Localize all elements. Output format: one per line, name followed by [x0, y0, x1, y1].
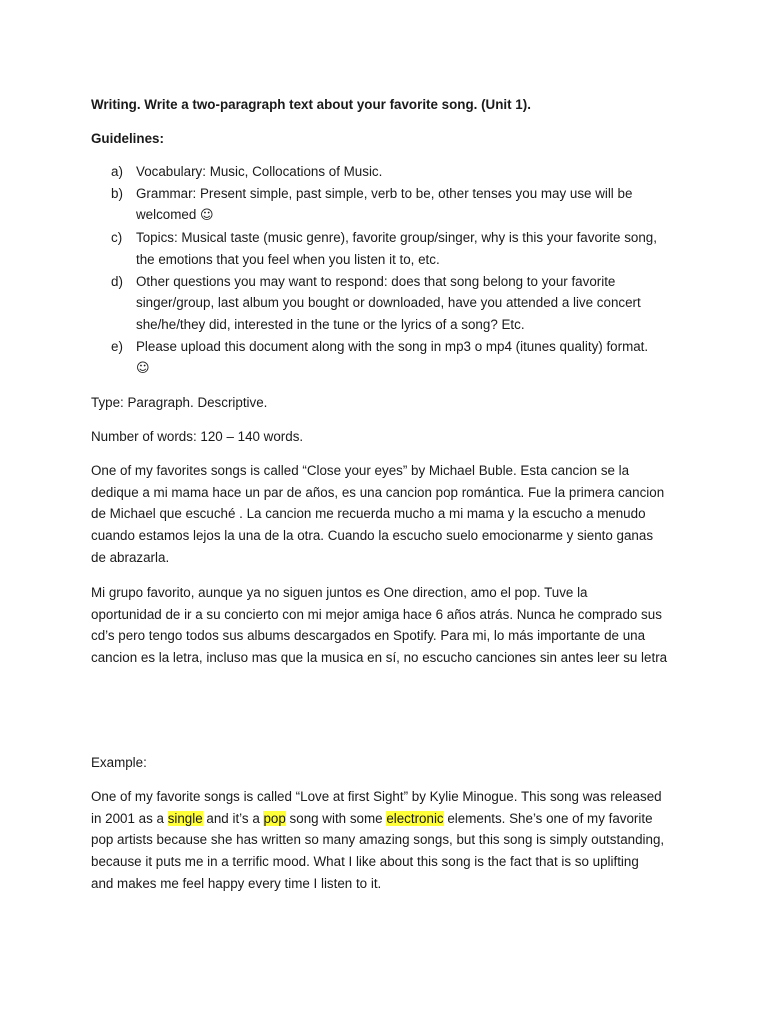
list-item: [111, 227, 701, 270]
paragraph-line: because it puts me in a terrific mood. What I like about this song is the fact that is so uplifting: [91, 854, 639, 870]
list-marker: d): [111, 273, 123, 289]
paragraph-line: cancion es la letra, incluso mas que la musica en sí, no escucho canciones sin antes leer su letra: [91, 650, 668, 666]
list-item-text: the emotions that you feel when you listen it to, etc.: [136, 251, 440, 267]
student-paragraph-2: [91, 582, 691, 669]
text-run: song with some: [285, 810, 387, 826]
paragraph-line: de abrazarla.: [91, 549, 170, 565]
guidelines-list: [111, 161, 701, 380]
example-paragraph: [91, 786, 691, 895]
paragraph-line: oportunidad de ir a su concierto con mi mejor amiga hace 6 años atrás. Nunca he comprado sus: [91, 606, 662, 622]
paragraph-line: cd’s pero tengo todos sus albums descargados en Spotify. Para mi, lo más importante de una: [91, 628, 646, 644]
list-item-text: singer/group, last album you bought or downloaded, have you attended a live concert: [136, 295, 641, 311]
smiley-icon: ☺: [136, 361, 150, 377]
type-line: Type: Paragraph. Descriptive.: [91, 395, 268, 410]
list-marker: e): [111, 338, 123, 354]
list-item: [111, 183, 701, 227]
student-paragraph-1: [91, 460, 691, 569]
text-run: and it’s a: [202, 810, 264, 826]
list-item: [111, 161, 701, 183]
highlighted-word: pop: [263, 810, 286, 826]
list-item-text: she/he/they did, interested in the tune or the lyrics of a song? Etc.: [136, 316, 525, 332]
paragraph-line: cuando estamos lejos la una de la otra. Cuando la escucho suelo emocionarme y siento ganas: [91, 528, 654, 544]
list-marker: a): [111, 164, 123, 179]
word-count-line: Number of words: 120 – 140 words.: [91, 429, 304, 444]
paragraph-line: Mi grupo favorito, aunque ya no siguen juntos es One direction, amo el pop. Tuve la: [91, 585, 588, 600]
list-marker: c): [111, 230, 123, 246]
list-item-text: Other questions you may want to respond: does that song belong to your favorite: [136, 273, 616, 289]
smiley-icon: ☺: [200, 208, 214, 224]
text-run: in 2001 as a: [91, 810, 168, 826]
paragraph-line: [91, 808, 691, 830]
paragraph-line: de Michael que escuché . La cancion me recuerda mucho a mi mama y la escucho a menudo: [91, 506, 646, 522]
guidelines-heading: Guidelines:: [91, 131, 164, 146]
list-item: [111, 271, 701, 336]
paragraph-line: and makes me feel happy every time I listen to it.: [91, 875, 382, 891]
highlighted-word: electronic: [386, 810, 444, 826]
paragraph-line: dedique a mi mama hace un par de años, es una cancion pop romántica. Fue la primera cancion: [91, 484, 665, 500]
assignment-title: Writing. Write a two-paragraph text about your favorite song. (Unit 1).: [91, 97, 531, 112]
paragraph-line: pop artists because she has written so many amazing songs, but this song is simply outstanding,: [91, 832, 665, 848]
highlighted-word: single: [167, 810, 203, 826]
example-heading: Example:: [91, 755, 147, 770]
text-run: elements. She’s one of my favorite: [443, 810, 653, 826]
list-item-text: Grammar: Present simple, past simple, verb to be, other tenses you may use will be: [136, 185, 633, 201]
list-item-text: welcomed: [136, 207, 197, 223]
paragraph-line: One of my favorite songs is called “Love at first Sight” by Kylie Minogue. This song was released: [91, 789, 662, 804]
paragraph-line: One of my favorites songs is called “Close your eyes” by Michael Buble. Esta cancion se la: [91, 463, 630, 478]
list-item-text: Please upload this document along with the song in mp3 o mp4 (itunes quality) format.: [136, 338, 649, 354]
list-item: [111, 336, 701, 380]
list-item-text: Vocabulary: Music, Collocations of Music.: [136, 164, 383, 179]
list-marker: b): [111, 185, 123, 201]
list-item-text: Topics: Musical taste (music genre), favorite group/singer, why is this your favorite song,: [136, 230, 657, 246]
